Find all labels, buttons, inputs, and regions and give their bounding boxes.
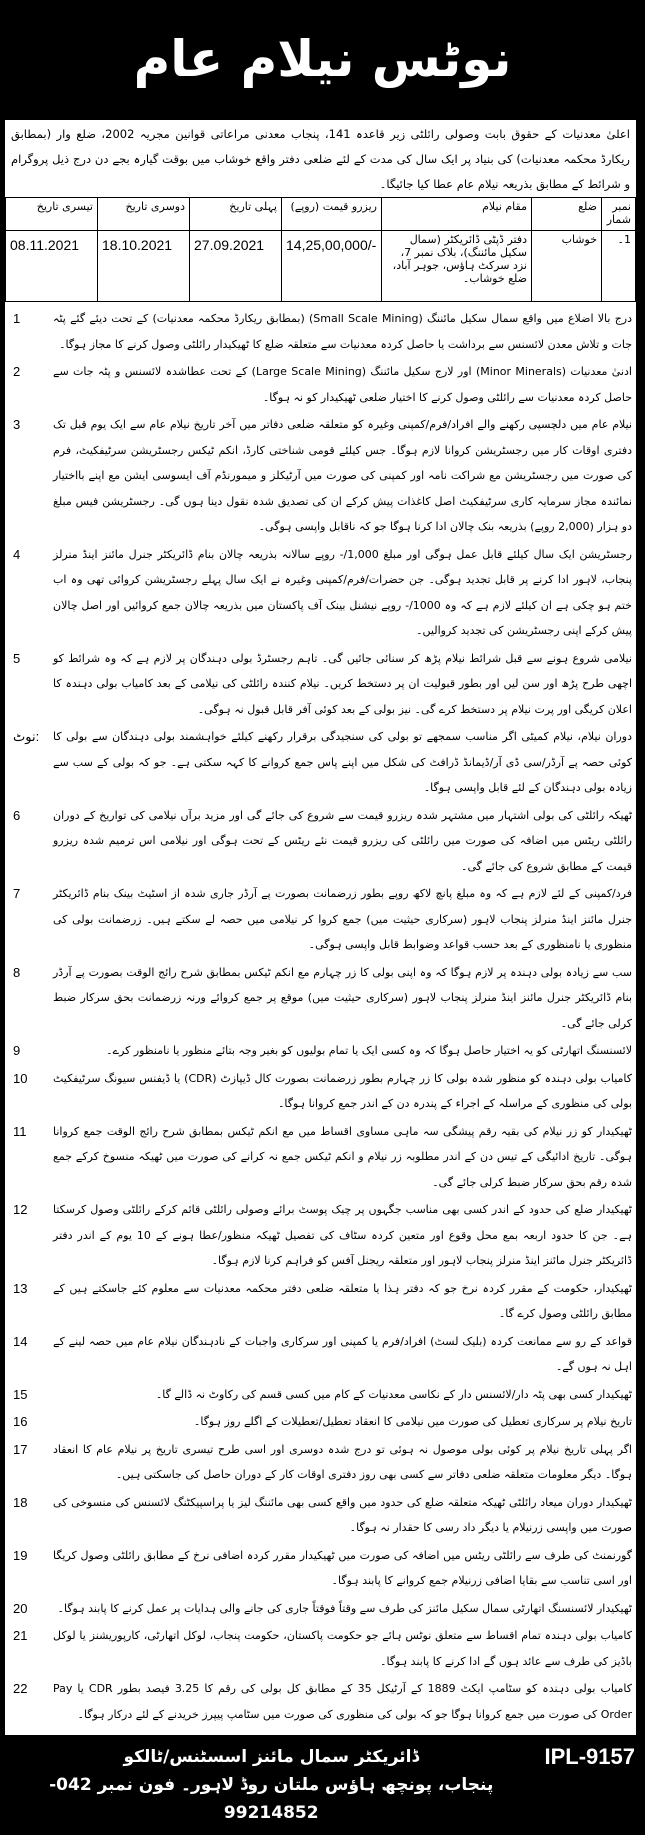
term-number: 21 — [13, 1628, 28, 1643]
table-row — [6, 231, 636, 302]
term-number: 13 — [13, 1280, 28, 1296]
term-text: کامیاب بولی دہندہ تمام اقساط سے متعلق نوٹس ہائے جو حکومت پاکستان، حکومت پنجاب، لوکل اتھارٹی، کارپوریشنز یا لوکل باڈیز کی طرف سے عائد ہوں گے ادا کرنے کا پابند ہوگا۔ — [53, 1629, 632, 1668]
term-number: 11 — [13, 1123, 27, 1139]
term-item — [13, 1276, 632, 1327]
term-number: 20 — [13, 1600, 28, 1616]
term-text: فرد/کمپنی کے لئے لازم ہے کہ وہ مبلغ پانچ لاکھ روپے بطور زرضمانت بصورت پے آرڈر جاری شدہ از اسٹیٹ بینک بنام ڈائریکٹر جنرل مائنز اینڈ منرلز پنجاب لاہور (سرکاری حیثیت میں) جمع کروا کر نیلامی میں حصہ لے سکتے ہیں۔ زرضمانت بولی کی منظوری یا نامنظوری کے بعد حسب قواعد وضوابط قابل واپسی ہوگی۔ — [53, 887, 632, 951]
term-number: 22 — [13, 1681, 28, 1696]
term-number: 16 — [13, 1414, 28, 1429]
cell-third-date: 08.11.2021 — [6, 231, 98, 302]
term-text: ادنیٰ معدنیات (Minor Minerals) اور لارج سکیل مائننگ (Large Scale Mining) کے تحت عطاشدہ لائسنس و پٹہ جات سے حاصل کردہ معدنیات سے رائلٹی وصول کرنے کا اختیار ضلعی ٹھیکیدار کو نہ ہوگا۔ — [53, 365, 632, 404]
term-item — [13, 1437, 632, 1488]
term-number: 10 — [13, 1070, 28, 1086]
terms-list — [5, 302, 636, 1727]
term-number: 1 — [13, 311, 21, 326]
term-number: نوٹ: — [13, 729, 40, 744]
term-item — [13, 1490, 632, 1541]
cell-district: خوشاب — [532, 231, 602, 302]
col-district: ضلع — [532, 198, 602, 231]
term-item — [13, 646, 632, 723]
term-text: رجسٹریشن ایک سال کیلئے قابل عمل ہوگی اور مبلغ 1,000/- روپے سالانہ بذریعہ چالان بنام ڈائریکٹر جنرل مائنز اینڈ منرلز پنجاب، لاہور ادا کرنے پر قابل تجدید ہوگی۔ جن حضرات/فرم/کمپنی وغیرہ نے ایک سال پہلے رجسٹریشن کروائی تھی وہ اب ختم ہو چکی ہے ان کیلئے لازم ہے کہ وہ 1000/- روپے نیشنل بینک آف پاکستان میں بذریعہ چالان جمع کروائیں اور اصل چالان پیش کرکے اپنی رجسٹریشن کی تجدید کروالیں۔ — [53, 547, 632, 637]
term-item — [13, 1543, 632, 1594]
term-item — [13, 1119, 632, 1196]
notice-footer — [0, 1737, 645, 1835]
col-venue: مقام نیلام — [382, 198, 532, 231]
col-second-date: دوسری تاریخ — [98, 198, 190, 231]
term-item — [13, 412, 632, 540]
term-number: 18 — [13, 1494, 28, 1510]
term-item — [13, 306, 632, 357]
cell-second-date: 18.10.2021 — [98, 231, 190, 302]
notice-body — [3, 118, 638, 1737]
term-number: 5 — [13, 650, 21, 666]
term-item — [13, 1038, 632, 1064]
term-text: ٹھیکہ رائلٹی کی بولی اشتہار میں مشتہر شدہ ریزرو قیمت سے شروع کی جائے گی اور مزید برآں نیلامی کی تواریخ کے دوران رائلٹی ریٹس میں اضافہ کی صورت میں رائلٹی کی ریزرو قیمت نئے ریٹس کے تحت ہوگی اور نیلامی اس ترمیم شدہ ریزرو قیمت کے مطابق شروع کی جائے گی۔ — [53, 808, 632, 873]
term-item — [13, 1329, 632, 1380]
term-text: نیلامی شروع ہونے سے قبل شرائط نیلام پڑھ کر سنائی جائیں گی۔ تاہم رجسٹرڈ بولی دہندگان پر لازم ہے کہ وہ شرائط کو اچھی طرح پڑھ اور سن لیں اور بطور قبولیت ان پر دستخط کریں۔ نیلام کنندہ رائلٹی کی نیلامی کے بعد کامیاب بولی دہندہ کا اعلان کریگی اور پرت نیلام پر دستخط کرے گی۔ نیز بولی کے بعد کوئی آفر قابل قبول نہ ہوگی۔ — [53, 651, 632, 716]
ipl-reference: IPL-9157 — [544, 1744, 635, 1769]
signatory: ڈائریکٹر سمال مائنز اسسٹنس/ٹالکو — [123, 1747, 420, 1767]
term-text: ٹھیکیدار کسی بھی پٹہ دار/لائسنس دار کے نکاسی معدنیات کے کام میں کسی قسم کی رکاوٹ نہ ڈالے گا۔ — [155, 1387, 632, 1401]
term-text: گورنمنٹ کی طرف سے رائلٹی ریٹس میں اضافہ کی صورت میں ٹھیکیدار مقرر کردہ اضافی نرخ کے مطابق رائلٹی وصول کریگا اور اسی تناسب سے بقایا اضافی زرنیلام جمع کروانے کا پابند ہوگا۔ — [53, 1548, 632, 1587]
table-header-row — [6, 198, 636, 231]
term-text: اگر پہلی تاریخ نیلام پر کوئی بولی موصول نہ ہوئی تو درج شدہ دوسری اور اسی طرح تیسری تاریخ پر نیلام عام کا انعقاد ہوگا۔ دیگر معلومات متعلقہ ضلعی دفاتر سے کسی بھی روز دفتری اوقات کار کے دوران حاصل کی جاسکتی ہیں۔ — [53, 1442, 632, 1481]
col-reserve-price: ریزرو قیمت (روپے) — [282, 198, 382, 231]
term-item — [13, 881, 632, 958]
term-item — [13, 542, 632, 644]
term-item — [13, 1596, 632, 1622]
term-number: 12 — [13, 1202, 28, 1217]
address-phone: پنجاب، پونچھ ہاؤس ملتان روڈ لاہور۔ فون نمبر 042-99214852 — [49, 1775, 494, 1823]
col-third-date: تیسری تاریخ — [6, 198, 98, 231]
term-text: ٹھیکیدار کو زر نیلام کی بقیہ رقم پیشگی سہ ماہی مساوی اقساط میں مع انکم ٹیکس بمطابق شرح رائج الوقت جمع کروانا ہوگی۔ تاریخ ادائیگی کے تیس دن کے اندر مطلوبہ زر نیلام و انکم ٹیکس جمع نہ کرانے کی صورت میں ٹھیکہ منسوخ کرکے جمع شدہ رقم بحق سرکار ضبط کرلی جائے گی۔ — [53, 1124, 632, 1189]
term-number: 19 — [13, 1547, 28, 1563]
term-number: 15 — [13, 1386, 28, 1402]
term-text: دوران نیلام، نیلام کمیٹی اگر مناسب سمجھے تو بولی کی سنجیدگی برقرار رکھنے کیلئے خواہشمند بولی دہندگان سے بولی کا کوئی حصہ پے آرڈر/سی ڈی آر/ڈیمانڈ ڈرافٹ کی شکل میں اپنے پاس جمع کروانے کا کہہ سکتی ہے۔ جو کہ بولی کے سب سے زیادہ بولی دہندگان کے لئے قابل واپسی ہوگا۔ — [53, 730, 632, 794]
term-text: کامیاب بولی دہندہ کو منظور شدہ بولی کا زر چہارم بطور زرضمانت بصورت کال ڈیپازٹ (CDR) یا ڈیفنس سیونگ سرٹیفکیٹ بولی کی منظوری کے مراسلہ کے اجراء کے پندرہ دن کے اندر جمع کروانا ہوگا۔ — [53, 1071, 632, 1110]
term-item — [13, 1409, 632, 1435]
footer-contact — [10, 1743, 533, 1827]
col-first-date: پہلی تاریخ — [190, 198, 282, 231]
term-number: 8 — [13, 964, 21, 980]
term-item — [13, 1382, 632, 1408]
cell-reserve-price: 14,25,00,000/- — [282, 231, 382, 302]
term-text: ٹھیکیدار دوران میعاد رائلٹی ٹھیکہ متعلقہ ضلع کی حدود میں واقع کسی بھی مائننگ لیز یا پراسپیکٹنگ لائسنس کی منسوخی کی صورت میں واپسی زرنیلام یا دیگر داد رسی کا حقدار نہ ہوگا۔ — [53, 1495, 632, 1534]
term-text: کامیاب بولی دہندہ کو سٹامپ ایکٹ 1889 کے آرٹیکل 35 کے مطابق کل بولی کی رقم کا 3.25 فیصد بطور CDR یا Pay Order کی صورت میں جمع کروانا ہوگا جو کہ بولی کی منظوری کی صورت میں سٹامپ پیپرز خریدنے کے لئے درکار ہوگا۔ — [53, 1682, 633, 1721]
term-text: سب سے زیادہ بولی دہندہ پر لازم ہوگا کہ وہ اپنی بولی کا زر چہارم مع انکم ٹیکس بمطابق شرح رائج الوقت بصورت پے آرڈر بنام ڈائریکٹر جنرل مائنز اینڈ منرلز پنجاب لاہور (سرکاری حیثیت میں) موقع پر جمع کروائے ورنہ زرضمانت بحق سرکار ضبط کرلی جائے گی۔ — [53, 965, 632, 1030]
cell-venue: دفتر ڈپٹی ڈائریکٹر (سمال سکیل مائننگ)، بلاک نمبر 7، نزد سرکٹ ہاؤس، جوہر آباد، ضلع خوشاب۔ — [382, 231, 532, 302]
term-item — [13, 1623, 632, 1674]
term-item — [13, 1066, 632, 1117]
term-number: 17 — [13, 1441, 28, 1457]
term-text: درج بالا اضلاع میں واقع سمال سکیل مائننگ (Small Scale Mining) (بمطابق ریکارڈ محکمہ معدنیات) کے تحت دیئے گئے پٹہ جات و تلاش معدن لائسنس سے برداشت یا حاصل کردہ معدنیات سے متعلقہ ضلع کا ٹھیکیدار رائلٹی وصول کرنے کا مجاز ہوگا۔ — [53, 312, 633, 351]
cell-first-date: 27.09.2021 — [190, 231, 282, 302]
term-text: ٹھیکیدار ضلع کی حدود کے اندر کسی بھی مناسب جگہوں پر چیک پوسٹ برائے وصولی رائلٹی قائم کرکے رائلٹی وصول کرسکتا ہے۔ جن کا حدود اربعہ بمع محل وقوع اور متعین کردہ سٹاف کی تفصیل ٹھیکہ منظور/عطا ہونے کے 10 یوم کے اندر دفتر ڈائریکٹر جنرل مائنز اینڈ منرلز پنجاب لاہور اور متعلقہ ریجنل آفس کو فراہم کرنا لازم ہوگا۔ — [53, 1203, 632, 1267]
col-serial: نمبر شمار — [602, 198, 636, 231]
notice-title: نوٹس نیلام عام — [133, 30, 512, 88]
term-number: 7 — [13, 886, 21, 901]
term-item — [13, 960, 632, 1037]
term-number: 14 — [13, 1333, 28, 1349]
term-number: 3 — [13, 417, 21, 432]
term-text: نیلام عام میں دلچسپی رکھنے والے افراد/فرم/کمپنی وغیرہ کو متعلقہ ضلعی دفاتر میں آخر تاریخ نیلام عام سے ایک یوم قبل تک دفتری اوقات کار میں رجسٹریشن کروانا لازم ہوگا۔ جس کیلئے قومی شناختی کارڈ، انکم ٹیکس رجسٹریشن سرٹیفکیٹ، فرم کی صورت میں رجسٹریشن مع شراکت نامہ اور کمپنی کی صورت میں آرٹیکلز و میمورنڈم آف ایسوسی ایشن مع اپنے بااختیار نمائندہ مجاز سرمایہ کاری سرٹیفکیٹ اصل کاغذات پیش کرکے ان کی تصدیق شدہ نقول دینا ہوں گی۔ رجسٹریشن فیس مبلغ دو ہزار (2,000 روپے) بذریعہ بنک چالان ادا کرنا ہوگا جو کہ ناقابل واپسی ہوگی۔ — [53, 418, 632, 533]
term-item — [13, 1197, 632, 1274]
term-item — [13, 803, 632, 880]
term-text: قواعد کے رو سے ممانعت کردہ (بلیک لسٹ) افراد/فرم یا کمپنی اور سرکاری واجبات کے نادہندگان نیلام عام میں حصہ لینے کے اہل نہ ہوں گے۔ — [53, 1334, 632, 1373]
term-text: تاریخ نیلام پر سرکاری تعطیل کی صورت میں نیلامی کا انعقاد تعطیل/تعطیلات کے اگلے روز ہوگا۔ — [193, 1415, 632, 1428]
term-number: 9 — [13, 1043, 21, 1058]
term-text: لائسنسنگ اتھارٹی کو یہ اختیار حاصل ہوگا کہ وہ کسی ایک یا تمام بولیوں کو بغیر وجہ بتائے منظور یا نامنظور کرے۔ — [106, 1044, 632, 1057]
term-number: 6 — [13, 807, 21, 823]
term-item — [13, 359, 632, 410]
cell-serial: 1۔ — [602, 231, 636, 302]
intro-paragraph: اعلیٰ معدنیات کے حقوق بابت وصولی رائلٹی زیر قاعدہ 141، پنجاب معدنی مراعاتی قوانین مجریہ 2002، ضلع وار (بمطابق ریکارڈ محکمہ معدنیات) کی بنیاد پر ایک سال کی مدت کے لئے ضلعی دفتر واقع خوشاب میں بوقت گیارہ بجے دن درج ذیل پروگرام و شرائط کے مطابق بذریعہ نیلام عام عطا کیا جائیگا۔ — [11, 127, 630, 191]
term-number: 2 — [13, 364, 21, 379]
term-number: 4 — [13, 546, 21, 562]
term-text: ٹھیکیدار لائسنسنگ اتھارٹی سمال سکیل مائنز کی طرف سے وقتاً فوقتاً جاری کی جانے والی ہدایات پر عمل کرنے کا پابند ہوگا۔ — [57, 1601, 632, 1615]
auction-table — [5, 197, 636, 302]
term-text: ٹھیکیدار، حکومت کے مقرر کردہ نرخ جو کہ دفتر ہذا یا متعلقہ ضلعی دفتر محکمہ معدنیات سے معلوم کئے جاسکتے ہیں کے مطابق رائلٹی وصول کرے گا۔ — [53, 1281, 632, 1320]
term-item — [13, 1676, 632, 1727]
term-item — [13, 724, 632, 801]
notice-header — [0, 0, 645, 118]
